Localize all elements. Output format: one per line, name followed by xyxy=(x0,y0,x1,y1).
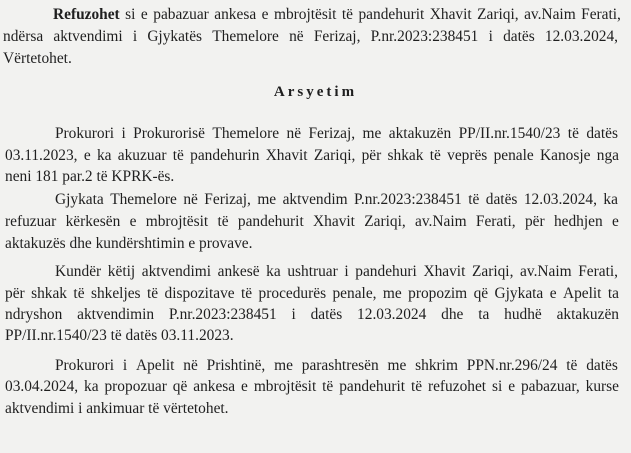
word: ka xyxy=(84,378,99,395)
word: P.nr.2023:238451 xyxy=(168,306,277,323)
p4-line-3 xyxy=(5,306,619,324)
word: mbrojtësit xyxy=(145,213,209,230)
word: të xyxy=(322,378,334,395)
word: Refuzohet xyxy=(53,6,120,23)
word: për xyxy=(524,213,545,230)
word: procedurës xyxy=(258,285,327,302)
word: av.Naim xyxy=(415,213,467,230)
p4-line-1 xyxy=(55,263,618,281)
p5-line-2 xyxy=(5,378,619,396)
word: i xyxy=(291,306,296,323)
word: të xyxy=(241,285,253,302)
word: Ferizaj, xyxy=(313,28,361,45)
word: pandehurit xyxy=(358,6,425,23)
word: Themelore xyxy=(212,28,279,45)
word: si xyxy=(125,6,136,23)
word: të xyxy=(429,147,441,164)
word: me xyxy=(274,357,293,374)
word: e xyxy=(611,213,619,230)
word: e xyxy=(140,6,148,23)
word: shkeljes xyxy=(90,285,141,302)
word: në xyxy=(183,191,198,208)
word: pandehurin xyxy=(190,147,260,164)
word: për xyxy=(5,285,25,302)
word: P.nr.2023:238451 xyxy=(354,191,462,208)
word: e xyxy=(261,6,269,23)
word: Xhavit xyxy=(313,213,355,230)
word: e xyxy=(549,285,557,302)
word: me xyxy=(362,125,382,142)
word: Prishtinë, xyxy=(206,357,266,374)
word: të xyxy=(468,191,480,208)
word: i xyxy=(122,357,128,374)
word: aktvendimin xyxy=(77,306,155,323)
word: datës xyxy=(586,125,618,142)
word: dispozitave xyxy=(164,285,235,302)
word: mbrojtësit xyxy=(253,378,317,395)
word: në xyxy=(289,28,304,45)
word: kurse xyxy=(585,378,619,395)
word: këtij xyxy=(107,263,136,280)
word: 12.03.2024, xyxy=(523,191,597,208)
word: penale, xyxy=(332,285,377,302)
word: ankesë xyxy=(217,263,260,280)
word: i xyxy=(132,28,138,45)
word: Apelit xyxy=(135,357,175,374)
word: pandehurit xyxy=(339,378,406,395)
word: në xyxy=(286,125,302,142)
word: hedhjen xyxy=(553,213,603,230)
word: shkrim xyxy=(415,357,458,374)
word: pabazuar, xyxy=(520,378,580,395)
word: që xyxy=(172,378,188,395)
word: i xyxy=(344,263,349,280)
word: datës xyxy=(485,191,518,208)
p5-line-1 xyxy=(55,357,618,375)
word: ndryshon xyxy=(5,306,63,323)
word: 03.04.2024, xyxy=(5,378,79,395)
word: ka xyxy=(266,263,281,280)
word: ankesa xyxy=(214,6,257,23)
word: av.Naim xyxy=(524,6,576,23)
word: pandehuri xyxy=(355,263,417,280)
word: 12.03.2024, xyxy=(544,28,618,45)
word: akuzuar xyxy=(117,147,167,164)
word: propozuar xyxy=(104,378,167,395)
word: Themelore xyxy=(110,191,177,208)
word: propozim xyxy=(408,285,468,302)
word: P.nr.2023:238451 xyxy=(370,28,479,45)
p4-line-4: PP/II.nr.1540/23 të datës 03.11.2023. xyxy=(5,327,234,344)
word: Gjykata xyxy=(55,191,104,208)
p1-line-2 xyxy=(3,28,618,46)
word: ushtruar xyxy=(287,263,338,280)
word: shkak xyxy=(387,147,424,164)
word: për xyxy=(361,147,382,164)
word: datës xyxy=(503,28,535,45)
word: Prokurori xyxy=(55,357,114,374)
word: 12.03.2024 xyxy=(357,306,427,323)
word: të xyxy=(566,357,578,374)
word: e xyxy=(241,378,248,395)
word: Kundër xyxy=(55,263,102,280)
word: Apelit xyxy=(562,285,602,302)
word: PPN.nr.296/24 xyxy=(466,357,558,374)
word: penale xyxy=(493,147,534,164)
word: hudhë xyxy=(504,306,542,323)
word: kërkesën xyxy=(65,213,121,230)
word: mbrojtësit xyxy=(273,6,337,23)
p1-line-3: Vërtetohet. xyxy=(3,50,72,67)
word: me xyxy=(257,191,277,208)
word: aktvendim xyxy=(282,191,348,208)
word: aktakuzën xyxy=(556,306,619,323)
p2-line-3: neni 181 par.2 të KPRK-ës. xyxy=(5,168,175,185)
word: PP/II.nr.1540/23 xyxy=(458,125,561,142)
word: aktakuzën xyxy=(388,125,452,142)
p2-line-2 xyxy=(5,147,619,165)
word: aktvendimi xyxy=(141,263,212,280)
section-heading: Arsyetim xyxy=(273,84,358,100)
word: të xyxy=(146,285,159,302)
word: në xyxy=(183,357,198,374)
word: pandehurit xyxy=(237,213,304,230)
p1-line-1 xyxy=(53,6,621,24)
word: Themelore xyxy=(212,125,280,142)
word: veprës xyxy=(447,147,488,164)
word: Zariqi, xyxy=(313,147,356,164)
word: Zariqi, xyxy=(471,263,514,280)
word: datës xyxy=(310,306,343,323)
word: aktvendimi xyxy=(53,28,123,45)
word: ankesa xyxy=(193,378,236,395)
word: të xyxy=(217,213,229,230)
word: me xyxy=(382,285,402,302)
word: nga xyxy=(596,147,619,164)
word: të xyxy=(341,6,353,23)
word: Xhavit xyxy=(265,147,308,164)
word: refuzuar xyxy=(5,213,57,230)
word: ka xyxy=(96,147,112,164)
word: Xhavit xyxy=(423,263,466,280)
word: Xhavit xyxy=(429,6,472,23)
word: Zariqi, xyxy=(477,6,519,23)
word: Ferati, xyxy=(578,263,618,280)
word: të xyxy=(410,378,423,395)
word: ta xyxy=(607,285,619,302)
word: që xyxy=(473,285,489,302)
p5-line-3: aktvendimi i ankimuar të vërtetohet. xyxy=(5,400,229,417)
word: 03.11.2023, xyxy=(5,147,78,164)
word: Prokurori xyxy=(55,125,114,142)
word: me xyxy=(387,357,407,374)
word: ka xyxy=(603,191,618,208)
p2-line-1 xyxy=(55,125,618,143)
word: i xyxy=(121,125,126,142)
word: Ferati, xyxy=(475,213,516,230)
word: si xyxy=(492,378,503,395)
word: të xyxy=(567,125,579,142)
word: të xyxy=(73,285,85,302)
word: Gjykata xyxy=(494,285,544,302)
word: Prokurorisë xyxy=(133,125,205,142)
word: dhe xyxy=(441,306,464,323)
word: Gjykatës xyxy=(147,28,203,45)
word: të xyxy=(172,147,184,164)
word: pabazuar xyxy=(153,6,209,23)
word: refuzohet xyxy=(427,378,487,395)
word: parashtresën xyxy=(301,357,379,374)
word: Kanosje xyxy=(540,147,591,164)
word: e xyxy=(508,378,516,395)
word: Ferizaj, xyxy=(308,125,356,142)
word: ndërsa xyxy=(3,28,44,45)
word: e xyxy=(83,147,91,164)
p4-line-2 xyxy=(5,285,619,303)
word: ta xyxy=(478,306,490,323)
word: e xyxy=(129,213,137,230)
p3-line-3: aktakuzës dhe kundërshtimin e provave. xyxy=(5,235,253,252)
word: Ferizaj, xyxy=(204,191,251,208)
word: shkak xyxy=(31,285,67,302)
p3-line-2 xyxy=(5,213,619,231)
word: av.Naim xyxy=(520,263,572,280)
word: i xyxy=(488,28,493,45)
word: Zariqi, xyxy=(364,213,406,230)
word: datës xyxy=(586,357,618,374)
word: Ferati, xyxy=(581,6,621,23)
p3-line-1 xyxy=(55,191,618,209)
